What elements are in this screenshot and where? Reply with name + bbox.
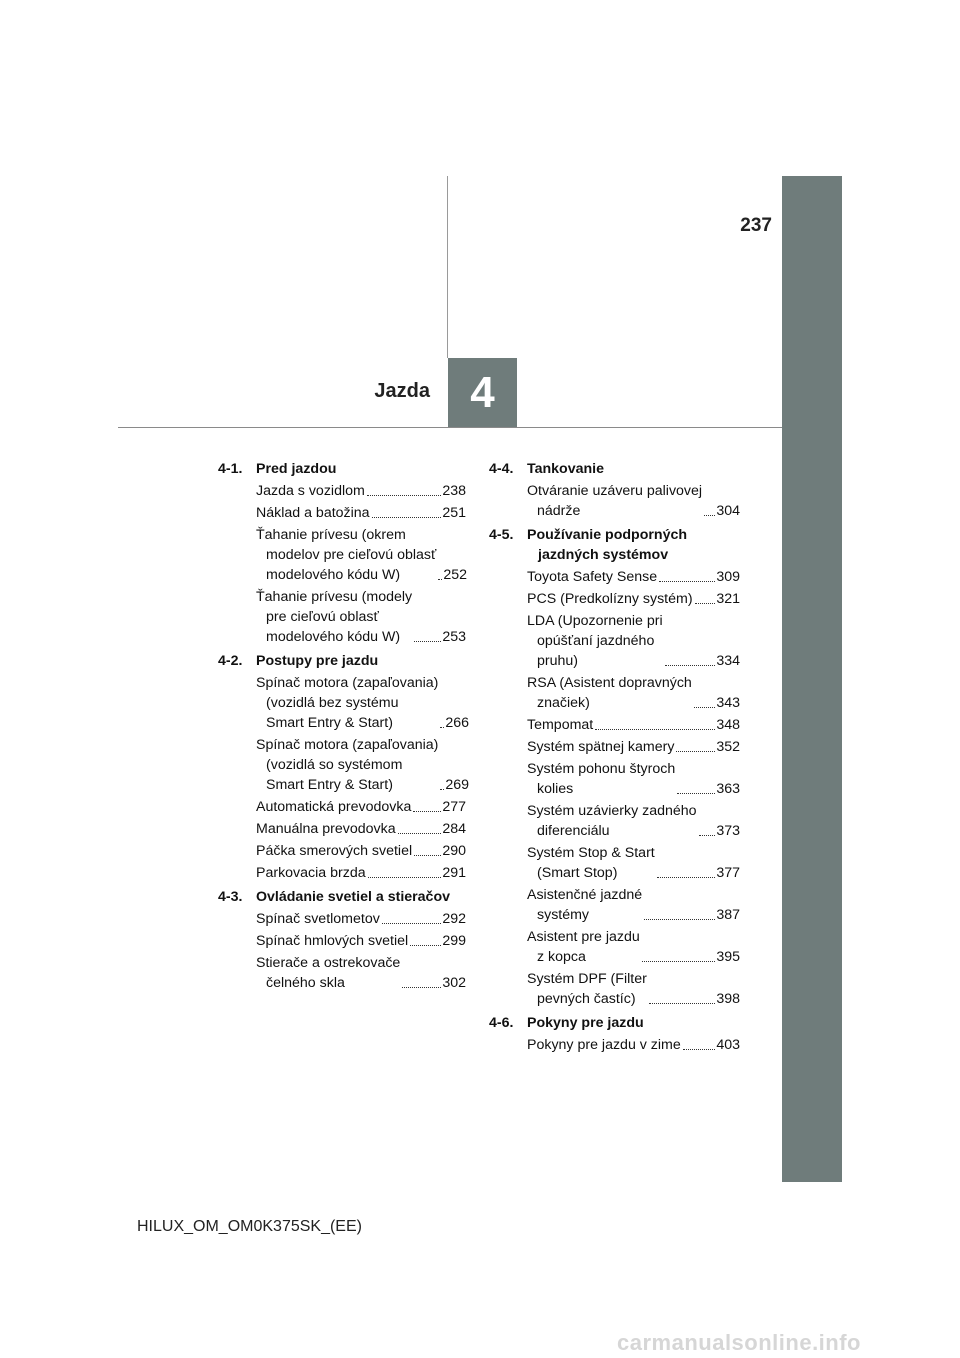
toc-entry-page: 343 xyxy=(716,695,740,711)
toc-entry[interactable] xyxy=(527,843,740,883)
chapter-side-tab xyxy=(782,176,842,1182)
document-code: HILUX_OM_OM0K375SK_(EE) xyxy=(137,1218,362,1235)
toc-entry-title: Systém spätnej kamery xyxy=(527,739,675,755)
toc-entry[interactable] xyxy=(527,885,740,925)
toc-entry[interactable] xyxy=(527,715,740,735)
toc-entry-page: 387 xyxy=(716,907,740,923)
toc-dot-leader xyxy=(402,987,441,988)
chapter-title: Jazda xyxy=(374,380,430,402)
toc-section-number: 4-1. xyxy=(218,461,243,477)
toc-entry-page: 266 xyxy=(445,715,470,731)
toc-dot-leader xyxy=(372,517,442,518)
toc-section-heading xyxy=(218,651,466,671)
toc-entry[interactable] xyxy=(527,481,740,521)
toc-section xyxy=(489,1013,740,1055)
toc-entry-title: PCS (Predkolízny systém) xyxy=(527,591,693,607)
toc-dot-leader xyxy=(410,945,441,946)
toc-entry-title: Systém DPF (Filter pevných častíc) xyxy=(527,971,647,1007)
toc-entry-title: Automatická prevodovka xyxy=(256,799,412,815)
toc-section-heading xyxy=(489,459,740,479)
toc-entry-page: 284 xyxy=(442,821,466,837)
toc-entry[interactable] xyxy=(527,1035,740,1055)
toc-section xyxy=(218,887,466,993)
toc-entry[interactable] xyxy=(256,735,470,795)
header-vertical-rule xyxy=(447,176,448,358)
toc-dot-leader xyxy=(413,811,441,812)
toc-entry-page: 302 xyxy=(442,975,466,991)
toc-entry-page: 277 xyxy=(442,799,466,815)
chapter-number: 4 xyxy=(470,367,495,417)
toc-dot-leader xyxy=(676,751,715,752)
toc-dot-leader xyxy=(677,793,715,794)
toc-column-right xyxy=(489,459,740,1059)
toc-entry-page: 321 xyxy=(716,591,740,607)
toc-section-title: Tankovanie xyxy=(527,461,605,477)
toc-entry[interactable] xyxy=(527,673,740,713)
toc-entry-page: 334 xyxy=(716,653,740,669)
toc-entry[interactable] xyxy=(527,737,740,757)
toc-dot-leader xyxy=(644,919,715,920)
toc-entry[interactable] xyxy=(256,481,466,501)
toc-dot-leader xyxy=(414,855,441,856)
toc-entry[interactable] xyxy=(256,819,466,839)
toc-entry-title: Spínač motora (zapaľovania) (vozidlá so systémom Smart Entry & Start) xyxy=(256,737,439,793)
toc-entry-page: 377 xyxy=(716,865,740,881)
toc-dot-leader xyxy=(683,1049,716,1050)
toc-dot-leader xyxy=(440,789,444,790)
toc-entry[interactable] xyxy=(527,611,740,671)
toc-entry-title: Jazda s vozidlom xyxy=(256,483,365,499)
toc-dot-leader xyxy=(694,707,716,708)
toc-entry-page: 348 xyxy=(716,717,740,733)
toc-entry-title: Spínač hmlových svetiel xyxy=(256,933,409,949)
toc-dot-leader xyxy=(368,877,442,878)
toc-entry[interactable] xyxy=(256,525,466,585)
toc-entry-page: 395 xyxy=(716,949,740,965)
toc-dot-leader xyxy=(595,729,715,730)
toc-entry[interactable] xyxy=(527,969,740,1009)
toc-entry[interactable] xyxy=(256,673,470,733)
toc-entry-page: 373 xyxy=(716,823,740,839)
toc-entry-page: 269 xyxy=(445,777,470,793)
toc-dot-leader xyxy=(649,1003,716,1004)
toc-entry-title: Stierače a ostrekovače čelného skla xyxy=(256,955,401,991)
toc-entry-title: Páčka smerových svetiel xyxy=(256,843,413,859)
toc-dot-leader xyxy=(382,923,442,924)
header-horizontal-rule xyxy=(118,427,782,428)
toc-dot-leader xyxy=(699,835,716,836)
toc-entry-page: 292 xyxy=(442,911,466,927)
toc-entry[interactable] xyxy=(256,797,466,817)
toc-entry-title: Asistenčné jazdné systémy xyxy=(527,887,643,923)
toc-entry-title: Manuálna prevodovka xyxy=(256,821,396,837)
toc-entry-title: Toyota Safety Sense xyxy=(527,569,658,585)
toc-section xyxy=(489,525,740,1009)
toc-entry-page: 403 xyxy=(716,1037,740,1053)
toc-entry-page: 238 xyxy=(442,483,466,499)
toc-section-title: Pokyny pre jazdu xyxy=(527,1015,644,1031)
toc-entry-page: 304 xyxy=(716,503,740,519)
toc-entry-page: 352 xyxy=(716,739,740,755)
toc-entry-page: 363 xyxy=(716,781,740,797)
toc-entry[interactable] xyxy=(256,863,466,883)
toc-entry[interactable] xyxy=(256,931,466,951)
watermark-logo: carmanualsonline.info xyxy=(617,1330,861,1355)
toc-section xyxy=(218,651,470,883)
toc-section-number: 4-2. xyxy=(218,653,243,669)
toc-dot-leader xyxy=(659,581,715,582)
toc-section-number: 4-6. xyxy=(489,1015,514,1031)
toc-entry[interactable] xyxy=(256,909,466,929)
toc-section xyxy=(218,459,466,647)
chapter-number-box xyxy=(448,358,517,427)
toc-entry-title: Tempomat xyxy=(527,717,594,733)
toc-column-left xyxy=(218,459,470,997)
toc-entry-title: Spínač motora (zapaľovania) (vozidlá bez systému Smart Entry & Start) xyxy=(256,675,439,731)
toc-entry-title: Otváranie uzáveru palivovej nádrže xyxy=(527,483,703,519)
toc-entry-title: Parkovacia brzda xyxy=(256,865,366,881)
toc-entry-title: RSA (Asistent dopravných značiek) xyxy=(527,675,692,711)
toc-entry-page: 291 xyxy=(442,865,466,881)
toc-entry-page: 299 xyxy=(442,933,466,949)
toc-entry[interactable] xyxy=(256,953,466,993)
toc-entry-page: 290 xyxy=(442,843,466,859)
toc-section-heading xyxy=(489,525,740,565)
toc-dot-leader xyxy=(438,579,442,580)
page-number: 237 xyxy=(740,215,772,236)
toc-entry-title: Systém Stop & Start (Smart Stop) xyxy=(527,845,655,881)
toc-dot-leader xyxy=(440,727,444,728)
toc-entry-title: Ťahanie prívesu (modely pre cieľovú oblasť modelového kódu W) xyxy=(256,589,413,645)
toc-entry-page: 251 xyxy=(442,505,466,521)
toc-entry[interactable] xyxy=(256,587,466,647)
toc-section xyxy=(489,459,740,521)
toc-section-title: Ovládanie svetiel a stieračov xyxy=(256,889,451,905)
toc-section-heading xyxy=(218,459,466,479)
toc-entry[interactable] xyxy=(527,801,740,841)
toc-entry-title: Ťahanie prívesu (okrem modelov pre cieľovú oblasť modelového kódu W) xyxy=(256,527,437,583)
toc-section-title: Postupy pre jazdu xyxy=(256,653,379,669)
toc-dot-leader xyxy=(414,641,441,642)
toc-dot-leader xyxy=(642,961,716,962)
toc-section-number: 4-5. xyxy=(489,527,514,543)
toc-entry-title: Systém uzávierky zadného diferenciálu xyxy=(527,803,697,839)
toc-section-heading xyxy=(489,1013,740,1033)
toc-entry[interactable] xyxy=(527,759,740,799)
toc-entry-title: Pokyny pre jazdu v zime xyxy=(527,1037,681,1053)
toc-section-number: 4-3. xyxy=(218,889,243,905)
toc-entry-title: Asistent pre jazdu z kopca xyxy=(527,929,640,965)
toc-section-title: Používanie podporných jazdných systémov xyxy=(527,527,688,563)
toc-dot-leader xyxy=(367,495,442,496)
toc-entry-page: 253 xyxy=(442,629,466,645)
toc-section-title: Pred jazdou xyxy=(256,461,337,477)
toc-entry-page: 309 xyxy=(716,569,740,585)
toc-dot-leader xyxy=(657,877,716,878)
toc-entry-page: 252 xyxy=(443,567,468,583)
toc-dot-leader xyxy=(704,515,715,516)
toc-entry-title: Spínač svetlometov xyxy=(256,911,380,927)
toc-entry[interactable] xyxy=(527,567,740,587)
toc-entry[interactable] xyxy=(527,589,740,609)
toc-entry[interactable] xyxy=(527,927,740,967)
toc-entry-title: Náklad a batožina xyxy=(256,505,370,521)
toc-entry-title: Systém pohonu štyroch kolies xyxy=(527,761,676,797)
toc-entry[interactable] xyxy=(256,503,466,523)
toc-dot-leader xyxy=(398,833,442,834)
toc-section-heading xyxy=(218,887,466,907)
toc-dot-leader xyxy=(665,665,716,666)
toc-dot-leader xyxy=(695,603,716,604)
toc-entry-title: LDA (Upozornenie pri opúšťaní jazdného pruhu) xyxy=(527,613,663,669)
toc-entry-page: 398 xyxy=(716,991,740,1007)
toc-entry[interactable] xyxy=(256,841,466,861)
toc-section-number: 4-4. xyxy=(489,461,514,477)
